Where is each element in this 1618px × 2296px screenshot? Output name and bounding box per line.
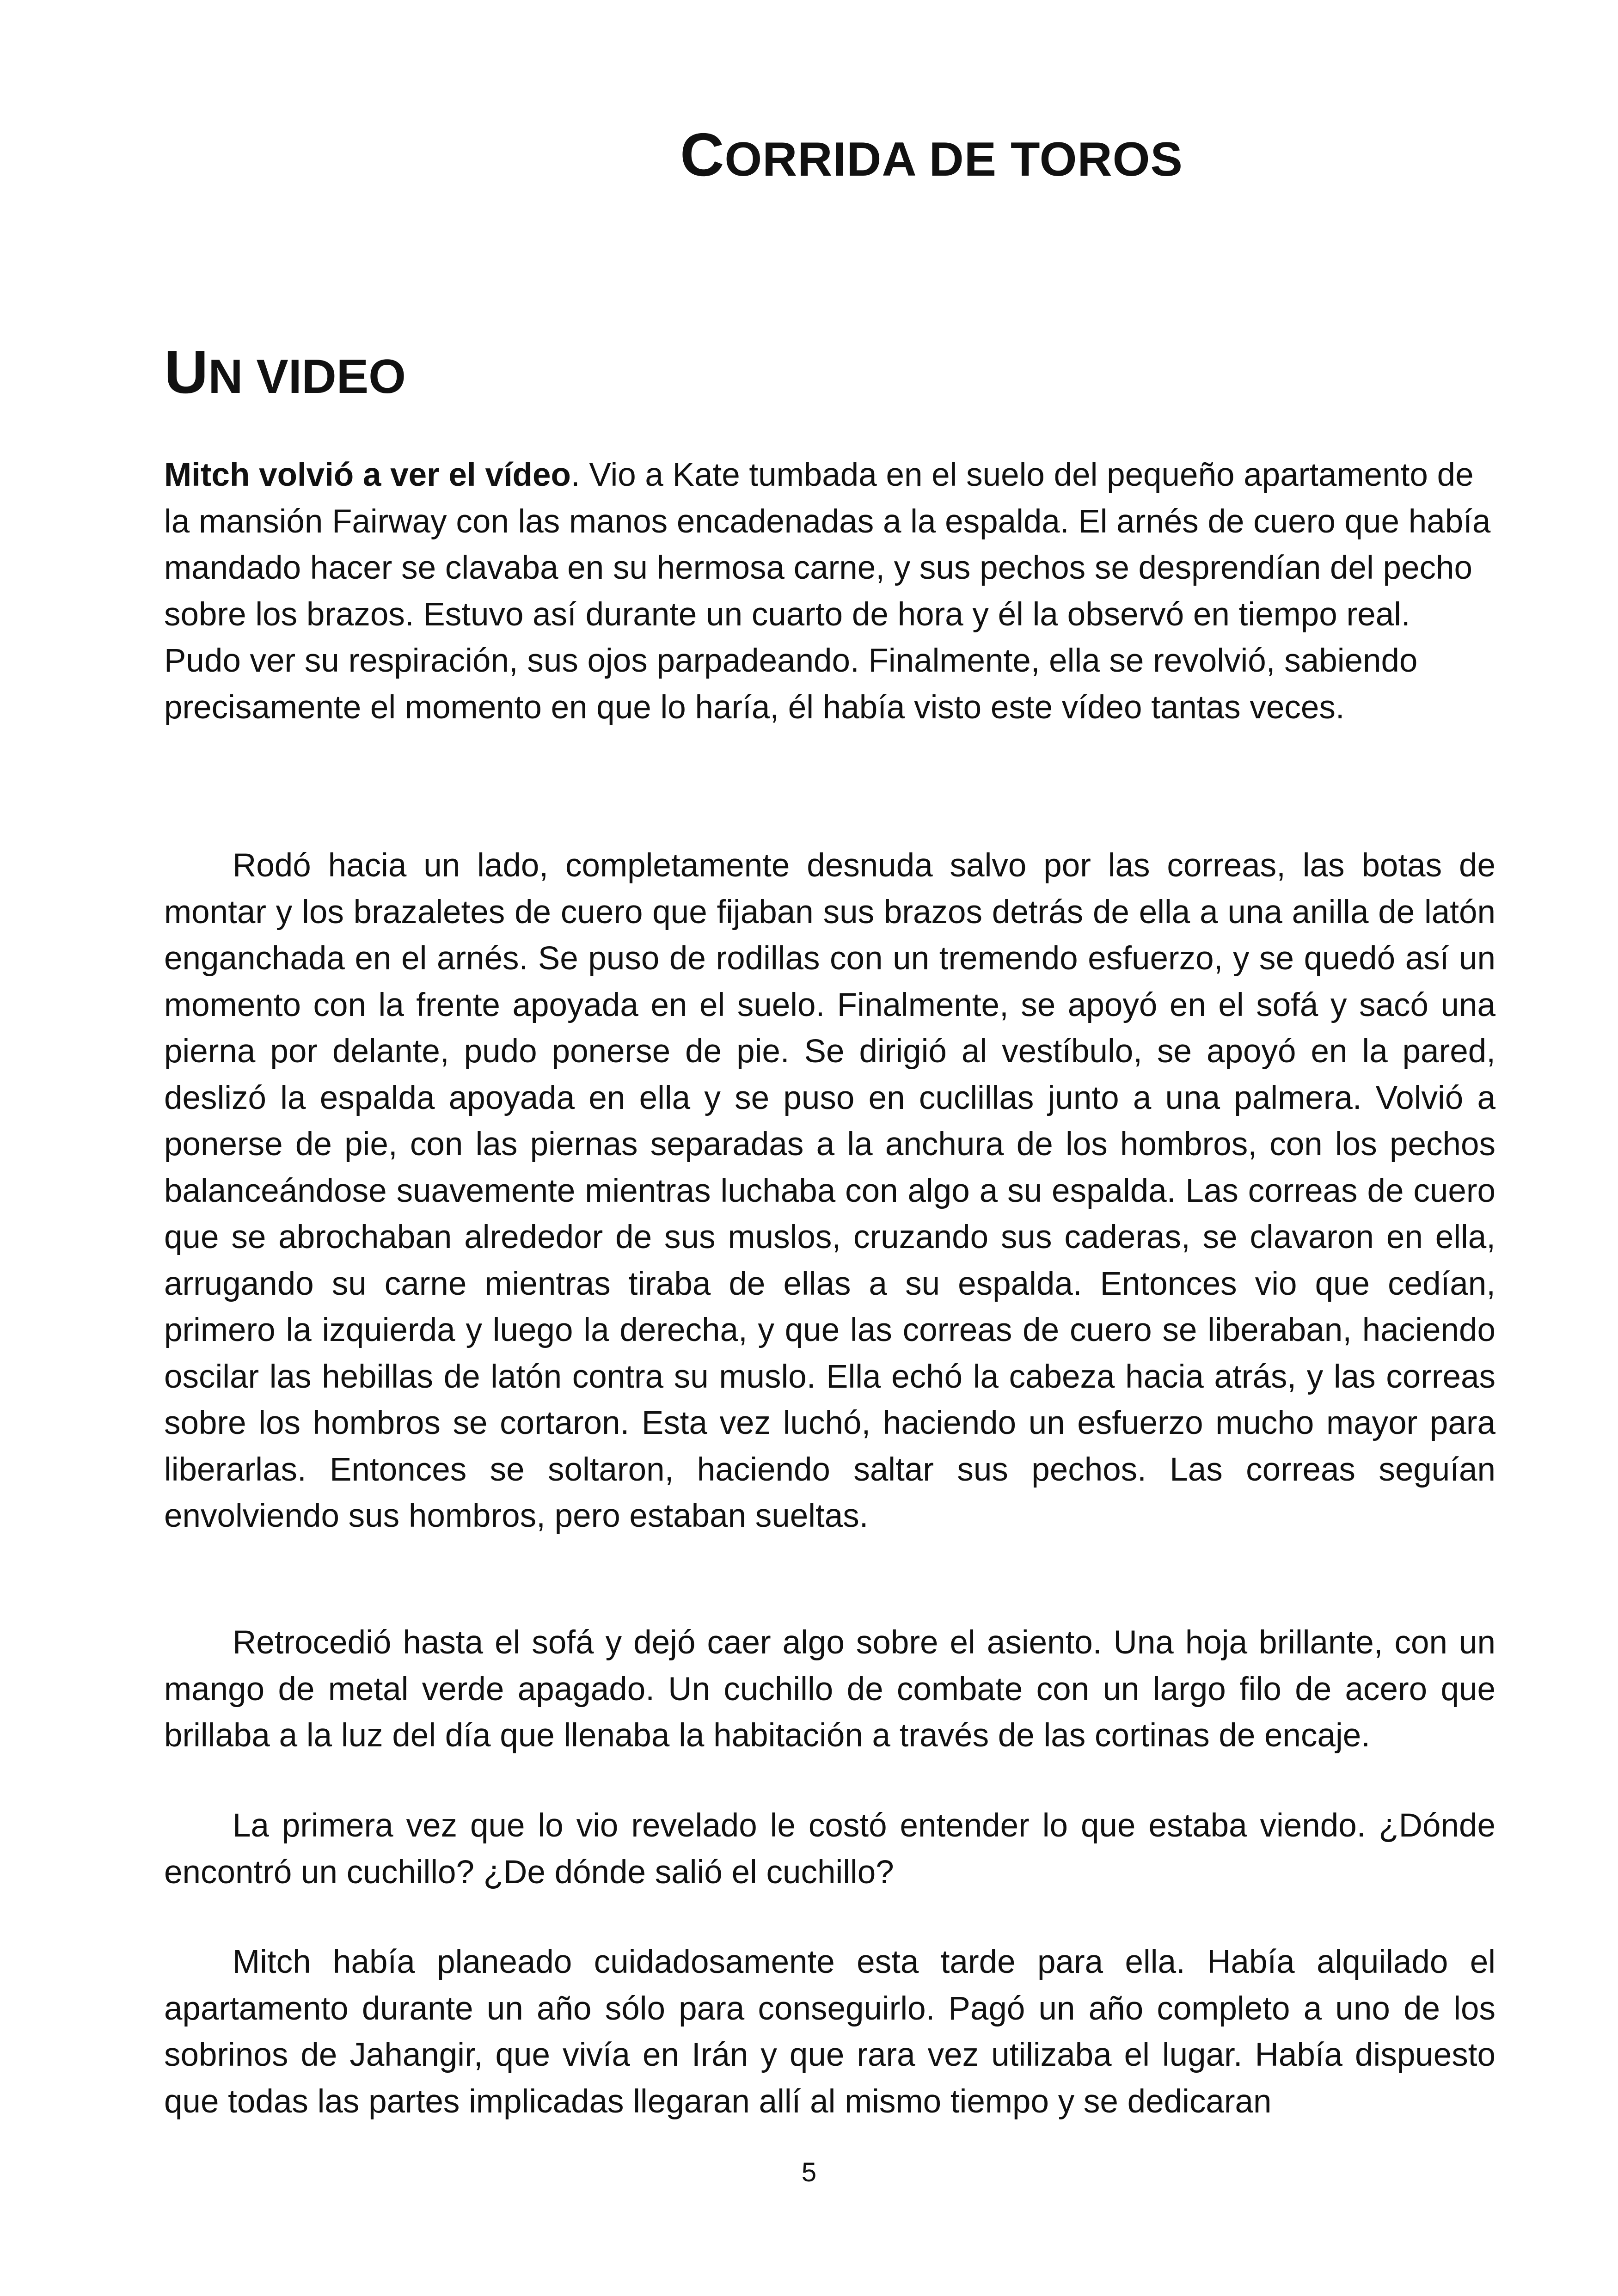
paragraph-1 bbox=[164, 452, 1495, 731]
section-title-initial: U bbox=[164, 338, 208, 406]
paragraph-5 bbox=[164, 1939, 1495, 2125]
section-title-n: N bbox=[208, 350, 243, 404]
paragraph-2 bbox=[164, 843, 1495, 1540]
section-title bbox=[164, 340, 406, 409]
section-title-rest: VIDEO bbox=[243, 350, 406, 404]
paragraph-3 bbox=[164, 1620, 1495, 1759]
paragraph-5-text: Mitch había planeado cuidadosamente esta tarde para ella. Había alquilado el apartamento durante un año sólo para conseguirlo. Pagó un año completo a uno de los sobrinos de Jahangir, que vivía en Irán y que rara vez utilizaba el lugar. Había dispuesto que todas las partes implicadas llegaran allí al mismo tiempo y se dedicaran bbox=[164, 1944, 1495, 2120]
chapter-title bbox=[162, 118, 1563, 196]
chapter-title-initial: C bbox=[680, 121, 725, 189]
paragraph-3-text: Retrocedió hasta el sofá y dejó caer algo sobre el asiento. Una hoja brillante, con un mango de metal verde apagado. Un cuchillo de combate con un largo filo de acero que brillaba a la luz del día que llenaba la habitación a través de las cortinas de encaje. bbox=[164, 1624, 1495, 1754]
paragraph-1-text: . Vio a Kate tumbada en el suelo del pequeño apartamento de la mansión Fairway con las manos encadenadas a la espalda. El arnés de cuero que había mandado hacer se clavaba en su hermosa carne, y sus pechos se desprendían del pecho sobre los brazos. Estuvo así durante un cuarto de hora y él la observó en tiempo real. Pudo ver su respiración, sus ojos parpadeando. Finalmente, ella se revolvió, sabiendo precisamente el momento en que lo haría, él había visto este vídeo tantas veces. bbox=[164, 457, 1491, 726]
chapter-title-rest: ORRIDA DE TOROS bbox=[724, 133, 1183, 186]
paragraph-4 bbox=[164, 1803, 1495, 1896]
paragraph-2-text: Rodó hacia un lado, completamente desnuda salvo por las correas, las botas de montar y los brazaletes de cuero que fijaban sus brazos detrás de ella a una anilla de latón enganchada en el arnés. Se puso de rodillas con un tremendo esfuerzo, y se quedó así un momento con la frente apoyada en el suelo. Finalmente, se apoyó en el sofá y sacó una pierna por delante, pudo ponerse de pie. Se dirigió al vestíbulo, se apoyó en la pared, deslizó la espalda apoyada en ella y se puso en cuclillas junto a una palmera. Volvió a ponerse de pie, con las piernas separadas a la anchura de los hombros, con los pechos balanceándose suavemente mientras luchaba con algo a su espalda. Las correas de cuero que se abrochaban alrededor de sus muslos, cruzando sus caderas, se clavaron en ella, arrugando su carne mientras tiraba de ellas a su espalda. Entonces vio que cedían, primero la izquierda y luego la derecha, y que las correas de cuero se liberaban, haciendo oscilar las hebillas de latón contra su muslo. Ella echó la cabeza hacia atrás, y las correas sobre los hombros se cortaron. Esta vez luchó, haciendo un esfuerzo mucho mayor para liberarlas. Entonces se soltaron, haciendo saltar sus pechos. Las correas seguían envolviendo sus hombros, pero estaban sueltas. bbox=[164, 847, 1495, 1534]
page-number: 5 bbox=[801, 2157, 817, 2187]
paragraph-4-text: La primera vez que lo vio revelado le costó entender lo que estaba viendo. ¿Dónde encontró un cuchillo? ¿De dónde salió el cuchillo? bbox=[164, 1807, 1495, 1891]
paragraph-1-lead: Mitch volvió a ver el vídeo bbox=[164, 457, 571, 493]
